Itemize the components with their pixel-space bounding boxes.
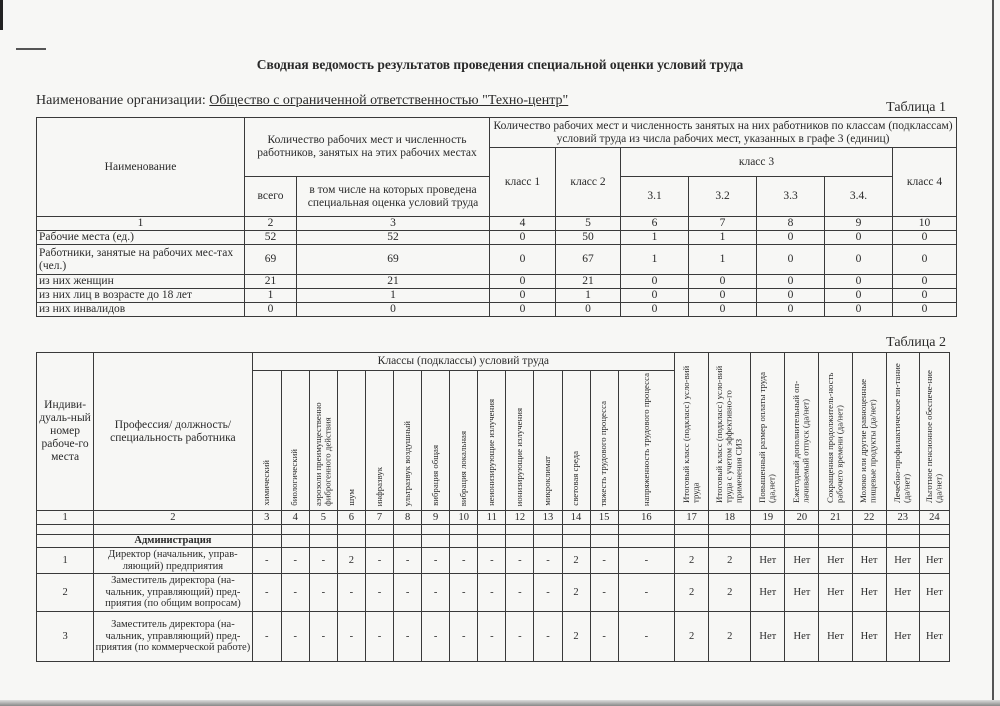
cell: Нет (919, 574, 949, 612)
cell: - (450, 548, 478, 574)
cell: 0 (757, 275, 825, 289)
t2-header-profession: Профессия/ должность/ специальность работника (94, 353, 252, 511)
scan-edge-right (992, 0, 994, 706)
t2-column-numbers (37, 511, 950, 525)
table1-label: Таблица 1 (886, 100, 946, 115)
cell: 0 (245, 303, 297, 317)
t2-colnum: 6 (337, 511, 365, 525)
scan-mark (16, 48, 46, 50)
t1-colnum: 3 (297, 217, 490, 231)
cell: 0 (825, 231, 893, 245)
cell: Нет (751, 612, 785, 662)
cell: 0 (757, 245, 825, 275)
cell: - (309, 548, 337, 574)
cell: 0 (893, 275, 957, 289)
cell: 0 (893, 245, 957, 275)
t2-colnum: 24 (919, 511, 949, 525)
cell: - (506, 574, 534, 612)
t2-header-id: Индиви-дуаль-ный номер рабоче-го места (37, 353, 94, 511)
t2-colnum: 18 (709, 511, 751, 525)
t2-colnum: 10 (450, 511, 478, 525)
cell: 52 (245, 231, 297, 245)
cell: - (365, 548, 393, 574)
cell: Нет (852, 574, 886, 612)
cell: 2 (562, 574, 590, 612)
profession: Директор (начальник, управ-ляющий) предприятия (94, 548, 252, 574)
t2-header-summary: Льготное пенсионное обеспече-ние (да/нет) (923, 370, 944, 503)
cell: - (478, 548, 506, 574)
cell: 21 (556, 275, 621, 289)
cell: 2 (675, 574, 709, 612)
t1-header-class2: класс 2 (556, 148, 621, 217)
t1-colnum: 9 (825, 217, 893, 231)
cell: - (506, 548, 534, 574)
row-name: из них лиц в возрасте до 18 лет (37, 289, 245, 303)
cell: 2 (709, 612, 751, 662)
cell: 2 (337, 548, 365, 574)
organization-name: Общество с ограниченной ответственностью "Техно-центр" (209, 93, 569, 108)
t2-header-summary: Сокращенная продолжитель-ность рабочего времени (да/нет) (824, 372, 845, 503)
t2-header-summary: Молоко или другие равноценные пищевые продукты (да/нет) (858, 378, 879, 503)
cell: Нет (751, 548, 785, 574)
cell: 0 (689, 289, 757, 303)
cell: 0 (689, 275, 757, 289)
t1-header-name: Наименование (37, 118, 245, 217)
t2-colnum: 15 (590, 511, 618, 525)
profession: Заместитель директора (на-чальник, управляющий) пред-приятия (по общим вопросам) (94, 574, 252, 612)
cell: Нет (919, 612, 949, 662)
cell: - (422, 612, 450, 662)
t2-empty-row (37, 525, 950, 535)
t1-header-class1: класс 1 (490, 148, 556, 217)
t2-header-summary: Лечебно-профилактическое пи-тание (да/нет) (892, 363, 912, 503)
t1-colnum: 6 (621, 217, 689, 231)
cell: 21 (297, 275, 490, 289)
cell: 1 (245, 289, 297, 303)
t1-header-class4: класс 4 (893, 148, 957, 217)
document-title: Сводная ведомость результатов проведения специальной оценки условий труда (256, 57, 744, 72)
cell: 1 (556, 289, 621, 303)
t2-header-factor: микроклимат (542, 456, 553, 506)
t2-colnum: 16 (618, 511, 674, 525)
cell: 0 (893, 303, 957, 317)
cell: 0 (621, 275, 689, 289)
table-row (37, 289, 957, 303)
cell: Нет (785, 548, 819, 574)
cell: 2 (709, 574, 751, 612)
workplace-id: 1 (37, 548, 94, 574)
cell: 52 (297, 231, 490, 245)
cell: 21 (245, 275, 297, 289)
cell: 1 (297, 289, 490, 303)
cell: Нет (819, 612, 852, 662)
workplace-id: 2 (37, 574, 94, 612)
cell: - (618, 548, 674, 574)
cell: 0 (621, 289, 689, 303)
t2-header-classes: Классы (подклассы) условий труда (252, 353, 674, 371)
workplace-id: 3 (37, 612, 94, 662)
t2-header-factor: ионизирующие излучения (514, 407, 525, 506)
t2-header-factor: ультразвук воздушный (401, 420, 412, 506)
cell: 0 (893, 231, 957, 245)
cell: 0 (490, 231, 556, 245)
cell: - (506, 612, 534, 662)
cell: 0 (825, 275, 893, 289)
cell: 0 (825, 245, 893, 275)
cell: 67 (556, 245, 621, 275)
cell: - (337, 612, 365, 662)
t2-colnum: 20 (785, 511, 819, 525)
profession: Заместитель директора (на-чальник, управляющий) пред-приятия (по коммерческой работе) (94, 612, 252, 662)
cell: 0 (757, 303, 825, 317)
cell: 0 (556, 303, 621, 317)
cell: - (309, 612, 337, 662)
cell: Нет (886, 612, 919, 662)
cell: - (281, 612, 309, 662)
t2-colnum: 2 (94, 511, 252, 525)
cell: 2 (562, 548, 590, 574)
cell: 0 (490, 245, 556, 275)
cell: 2 (675, 548, 709, 574)
cell: - (337, 574, 365, 612)
t2-colnum: 7 (365, 511, 393, 525)
t2-header-summary: Итоговый класс (подкласс) усло-вий труда (680, 365, 701, 503)
cell: 0 (490, 289, 556, 303)
t2-colnum: 14 (562, 511, 590, 525)
t2-colnum: 12 (506, 511, 534, 525)
t2-colnum: 17 (675, 511, 709, 525)
t2-colnum: 1 (37, 511, 94, 525)
t2-colnum: 21 (819, 511, 852, 525)
t2-colnum: 4 (281, 511, 309, 525)
t2-header-factor: вибрация локальная (457, 430, 468, 506)
table-row (37, 231, 957, 245)
t1-column-numbers (37, 217, 957, 231)
cell: 69 (297, 245, 490, 275)
scan-edge-bottom (0, 700, 1000, 706)
cell: 1 (689, 231, 757, 245)
cell: Нет (852, 612, 886, 662)
t1-colnum: 2 (245, 217, 297, 231)
t1-colnum: 8 (757, 217, 825, 231)
t2-header-factor: химический (260, 460, 271, 506)
t2-header-factor: вибрация общая (429, 445, 440, 506)
cell: 0 (490, 303, 556, 317)
cell: - (534, 548, 562, 574)
cell: - (534, 574, 562, 612)
t2-colnum: 8 (394, 511, 422, 525)
cell: - (478, 574, 506, 612)
cell: - (281, 548, 309, 574)
cell: - (394, 574, 422, 612)
t2-header-factor: биологический (289, 449, 300, 506)
section-title: Администрация (94, 535, 252, 548)
t1-header-sub32: 3.2 (689, 177, 757, 217)
t2-colnum: 11 (478, 511, 506, 525)
cell: 0 (757, 289, 825, 303)
organization-label: Наименование организации: (36, 93, 210, 108)
cell: 2 (709, 548, 751, 574)
table2-workplaces (36, 352, 950, 662)
t2-header-factor: напряженность трудового процесса (640, 372, 651, 506)
table-row (37, 275, 957, 289)
cell: - (590, 548, 618, 574)
cell: 0 (893, 289, 957, 303)
t2-colnum: 23 (886, 511, 919, 525)
cell: 1 (689, 245, 757, 275)
cell: - (478, 612, 506, 662)
cell: - (618, 574, 674, 612)
t2-colnum: 9 (422, 511, 450, 525)
t2-header-factor: шум (345, 489, 356, 506)
cell: - (309, 574, 337, 612)
t2-header-summary: Ежегодный дополнительный оп-лачиваемый отпуск (да/нет) (791, 380, 811, 503)
table1-summary (36, 117, 957, 317)
row-name: Работники, занятые на рабочих мес-тах (чел.) (37, 245, 245, 275)
cell: Нет (819, 548, 852, 574)
table-row (37, 574, 950, 612)
row-name: из них женщин (37, 275, 245, 289)
cell: - (365, 612, 393, 662)
table-row (37, 548, 950, 574)
row-name: из них инвалидов (37, 303, 245, 317)
t2-header-factor: неионизирующие излучения (485, 399, 496, 506)
table-row (37, 303, 957, 317)
table-row (37, 612, 950, 662)
cell: 0 (825, 303, 893, 317)
cell: 69 (245, 245, 297, 275)
cell: - (394, 612, 422, 662)
t1-colnum: 4 (490, 217, 556, 231)
cell: - (281, 574, 309, 612)
cell: - (394, 548, 422, 574)
t2-colnum: 3 (252, 511, 281, 525)
t1-header-total: всего (245, 177, 297, 217)
organization-line (36, 93, 568, 109)
cell: - (422, 548, 450, 574)
cell: 0 (689, 303, 757, 317)
cell: Нет (785, 574, 819, 612)
cell: Нет (886, 574, 919, 612)
cell: - (422, 574, 450, 612)
t1-header-workplaces: Количество рабочих мест и численность работников, занятых на этих рабочих местах (245, 118, 490, 177)
cell: - (618, 612, 674, 662)
cell: 2 (562, 612, 590, 662)
scan-edge-left (0, 0, 3, 30)
cell: - (534, 612, 562, 662)
t1-colnum: 10 (893, 217, 957, 231)
cell: 0 (757, 231, 825, 245)
cell: 0 (297, 303, 490, 317)
cell: - (252, 574, 281, 612)
t2-colnum: 22 (852, 511, 886, 525)
cell: 0 (825, 289, 893, 303)
cell: Нет (785, 612, 819, 662)
row-name: Рабочие места (ед.) (37, 231, 245, 245)
cell: - (252, 612, 281, 662)
cell: - (252, 548, 281, 574)
cell: Нет (886, 548, 919, 574)
cell: Нет (919, 548, 949, 574)
cell: 1 (621, 231, 689, 245)
t1-header-class3: класс 3 (621, 148, 893, 177)
t2-colnum: 5 (309, 511, 337, 525)
t2-colnum: 13 (534, 511, 562, 525)
table-row (37, 245, 957, 275)
t1-colnum: 7 (689, 217, 757, 231)
cell: 0 (490, 275, 556, 289)
cell: - (365, 574, 393, 612)
t1-header-sub33: 3.3 (757, 177, 825, 217)
t2-colnum: 19 (751, 511, 785, 525)
t2-header-summary: Итоговый класс (подкласс) усло-вий труда с учетом эффективно-го применения СИЗ (714, 365, 744, 503)
t2-header-factor: тяжесть трудового процесса (598, 400, 609, 506)
cell: - (590, 574, 618, 612)
t1-header-classes: Количество рабочих мест и численность занятых на них работников по классам (подклассам) условий труда из числа рабочих мест, указанных в графе 3 (единиц) (490, 118, 957, 148)
t2-header-summary: Повышенный размер оплаты труда (да,нет) (757, 371, 777, 503)
cell: - (450, 612, 478, 662)
t1-header-assessed: в том числе на которых проведена специальная оценка условий труда (297, 177, 490, 217)
t1-colnum: 1 (37, 217, 245, 231)
t2-header-factor: инфразвук (373, 466, 384, 506)
cell: 2 (675, 612, 709, 662)
cell: 1 (621, 245, 689, 275)
t1-header-sub34: 3.4. (825, 177, 893, 217)
cell: Нет (751, 574, 785, 612)
section-row (37, 535, 950, 548)
cell: - (590, 612, 618, 662)
table2-label: Таблица 2 (886, 335, 946, 350)
cell: 50 (556, 231, 621, 245)
t1-colnum: 5 (556, 217, 621, 231)
t2-header-factor: аэрозоли преимущественно фиброгенного действия (312, 402, 333, 506)
cell: Нет (852, 548, 886, 574)
t2-header-factor: световая среда (570, 451, 581, 506)
cell: Нет (819, 574, 852, 612)
t1-header-sub31: 3.1 (621, 177, 689, 217)
cell: - (450, 574, 478, 612)
cell: 0 (621, 303, 689, 317)
